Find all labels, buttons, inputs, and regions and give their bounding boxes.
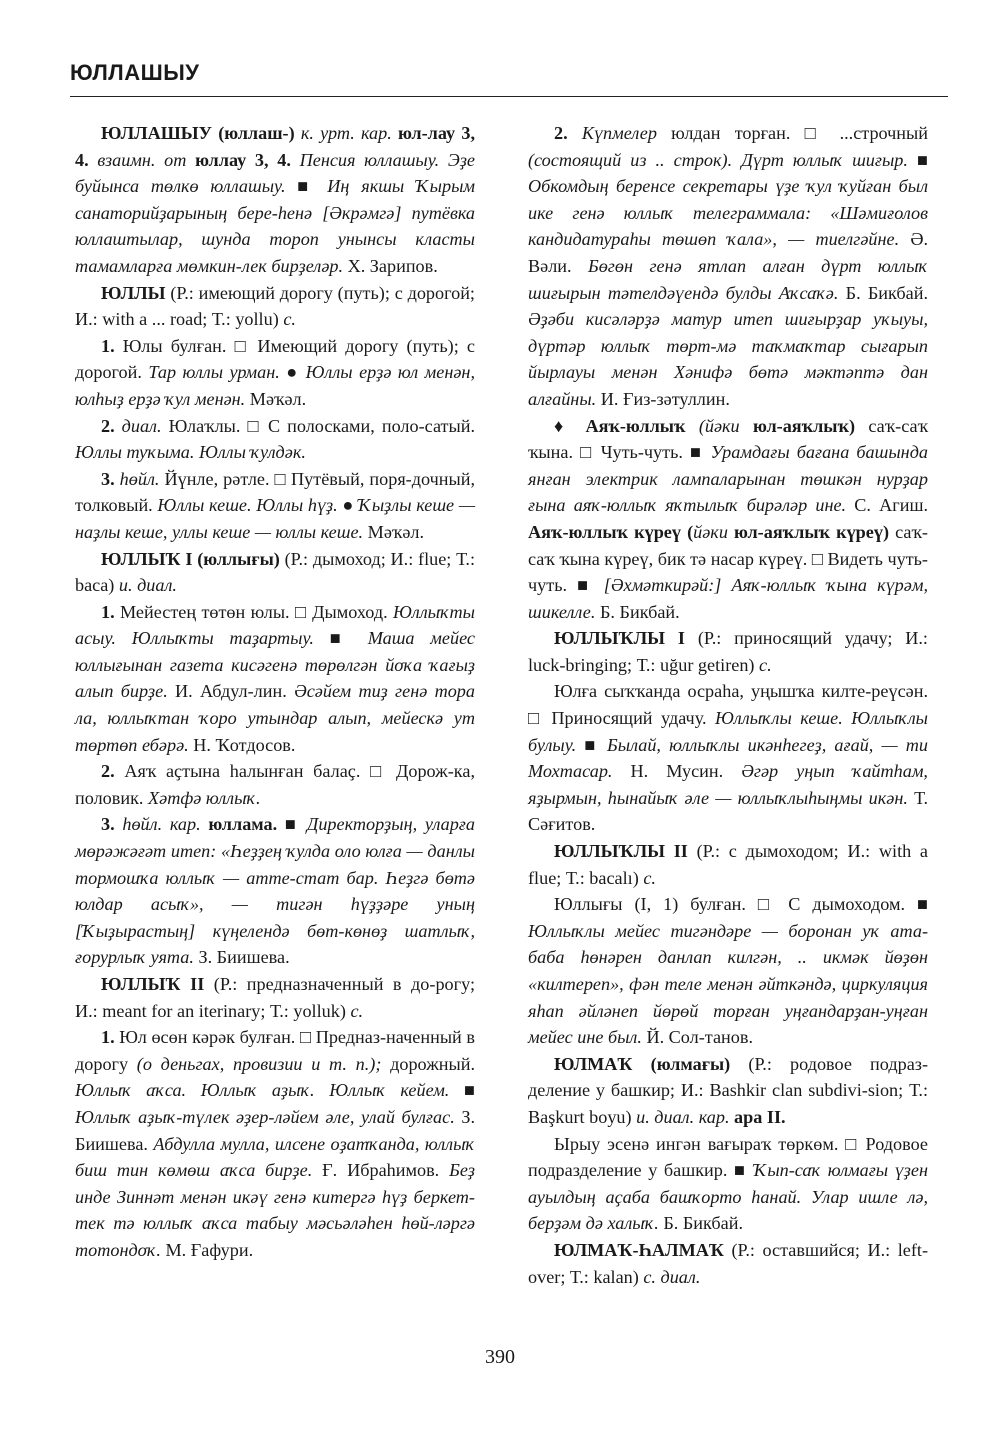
- text-run: Ғ. Ибраһимов.: [312, 1160, 450, 1181]
- italic-text: Иң якшы Ҡырым санаторийҙарының бере-һенә [Әкрәмгә] путёвка юллаштылар, шунда тороп унынсы класты тамамларға мөмкин-лек бирҙеләр.: [75, 176, 475, 276]
- italic-text: һөйл. кар.: [122, 814, 201, 835]
- text-run: Юл өсөн кәрәк булған. □ Предназ-наченный в дорогу: [75, 1027, 475, 1074]
- text-run: ■: [576, 734, 608, 755]
- text-run: дорожный.: [381, 1053, 475, 1074]
- entry-paragraph: [75, 466, 475, 546]
- entry-paragraph: [75, 599, 475, 759]
- italic-text: Юллыҡты асыу. Юллыҡты таҙартыу.: [75, 601, 475, 649]
- text-run: [291, 150, 300, 170]
- text-run: [568, 123, 582, 143]
- headword: ара II.: [734, 1106, 786, 1127]
- headword: юл-аяҡлыҡ): [753, 415, 856, 436]
- text-run: (Р.: оставшийся; И.: left-over; Т.: kalan): [528, 1239, 928, 1287]
- text-run: ■: [313, 628, 368, 649]
- italic-text: йәки: [693, 521, 728, 542]
- italic-text: Юллыҡ аҡса. Юллыҡ аҙыҡ. Юллыҡ кейем.: [75, 1080, 450, 1101]
- italic-text: Беҙ инде Зиннәт менән икәү генә китергә һүҙ беркет-тек тә юллыҡ аҡса табыу мәсьәләһен һөй-ләргә тотондоҡ.: [75, 1160, 476, 1260]
- italic-text: Әгәр уңып ҡайтһам, яҙырмын, һынайыҡ әле — юллыҡлыһыңмы икән.: [528, 761, 928, 808]
- text-run: ■: [277, 814, 307, 835]
- headword: юл-лау 3, 4.: [75, 123, 475, 170]
- text-run: ■: [285, 176, 328, 197]
- entry-paragraph: [75, 758, 475, 811]
- text-run: Мәҡәл.: [363, 521, 425, 542]
- italic-text: Юллыҡлы кеше. Юллыҡлы булыу.: [528, 708, 928, 755]
- text-run: ●: [337, 495, 359, 516]
- headword: ЮЛЛЫҠЛЫ I: [554, 628, 685, 649]
- headword: Аяҡ-юллыҡ күреү (: [528, 521, 694, 542]
- headword: Аяҡ-юллыҡ: [585, 415, 686, 436]
- italic-text: с. диал.: [643, 1266, 701, 1287]
- italic-text: Директорҙың, уларға мөрәжәғәт итеп: «Һеҙҙең ҡулда оло юлға — данлы тормошҡа юллыҡ — атте-стат бар. Һеҙгә бөтә юлдар асыҡ», — тигән һүҙҙәре уның [Ҡыҙырастың] күңелендә бөт-көнөҙ шатлыҡ, ғорурлыҡ уята.: [75, 814, 475, 968]
- text-run: Мәҡәл.: [245, 388, 307, 409]
- entry-paragraph: [528, 625, 928, 678]
- text-run: ●: [279, 362, 306, 383]
- headword: 3.: [101, 814, 115, 835]
- entry-paragraph: [528, 891, 928, 1051]
- text-run: Х. Зарипов.: [343, 255, 438, 276]
- entry-paragraph: [528, 120, 928, 413]
- text-run: ■: [907, 149, 928, 170]
- text-run: Йүнле, рәтле. □ Путёвый, поря-дочный, толковый.: [75, 468, 475, 516]
- italic-text: Былай, юллыҡлы икәнһегеҙ, ағай, — ти Мохтасар.: [528, 734, 928, 782]
- text-run: (Р.: предназначенный в до-рогу; И.: meant for an iterinary; Т.: yolluk): [75, 974, 475, 1021]
- text-run: [740, 416, 753, 436]
- italic-text: с.: [350, 1000, 364, 1021]
- entry-paragraph: [75, 333, 475, 413]
- entry-paragraph: [75, 413, 475, 466]
- headword: ЮЛЛЫҠ II: [101, 974, 205, 994]
- italic-text: диал.: [121, 415, 162, 436]
- headword: юллама.: [208, 814, 278, 835]
- italic-text: Дүрт юллыҡ шиғыр.: [741, 149, 908, 170]
- text-run: Н. Ҡотдосов.: [188, 734, 296, 755]
- header-rule: [70, 96, 948, 97]
- text-run: (Р.: дымоход; И.: flue; Т.: baca): [75, 548, 475, 596]
- text-run: Юллығы (I, 1) булған. □ С дымоходом. ■: [554, 894, 928, 915]
- text-run: Т. Сәғитов.: [528, 787, 928, 835]
- italic-text: и. диал.: [118, 575, 177, 596]
- text-run: Б. Бикбай.: [838, 282, 928, 303]
- text-run: [115, 416, 122, 436]
- entry-paragraph: [528, 413, 928, 626]
- text-run: (Р.: родовое подраз-деление у башкир; И.: Bashkir clan subdivi-sion; Т.: Başkurt boyu): [528, 1053, 929, 1127]
- headword: 2.: [101, 415, 115, 436]
- italic-text: Хәтфә юллыҡ.: [148, 787, 261, 808]
- text-run: [732, 150, 741, 170]
- italic-text: Пенсия юллашыу. Эҙе буйынса төлкө юллашыу.: [75, 149, 476, 197]
- headword: ЮЛЛЫҠЛЫ II: [554, 841, 688, 862]
- italic-text: (состоящий из .. строк).: [528, 149, 733, 170]
- text-run: Н. Мусин.: [612, 761, 742, 782]
- left-column: [75, 120, 475, 1264]
- headword: ЮЛЛАШЫУ (юллаш-): [101, 123, 295, 143]
- text-run: саҡ-саҡ ҡына күреү, бик тә насар күреү. □ Видеть чуть-чуть. ■: [528, 521, 928, 596]
- text-run: Б. Бикбай.: [595, 601, 680, 622]
- text-run: Юлаҡлы. □ С полосками, поло-сатый.: [161, 415, 475, 436]
- italic-text: Әҙәби кисәләрҙә матур итеп шиғырҙар уҡыуы, дүртәр юллыҡ төрт-мә таҡмаҡтар сығарып йырлауы менән Хәнифә бөтә мәктәптә дан алғайны.: [528, 309, 928, 409]
- italic-text: Абдулла мулла, илсене оҙатҡанда, юллыҡ биш тин көмөш аҡса бирҙе.: [75, 1133, 475, 1181]
- italic-text: Күпмелер: [581, 123, 657, 143]
- headword: 1.: [101, 601, 115, 622]
- text-run: И. Ғиз-зәтуллин.: [596, 388, 730, 409]
- text-run: [685, 416, 698, 436]
- text-run: Мейестең төтөн юлы. □ Дымоход.: [114, 601, 393, 622]
- text-run: саҡ-саҡ ҡына. □ Чуть-чуть. ■: [528, 415, 929, 463]
- text-run: [186, 150, 195, 170]
- italic-text: Бөгөн генә ятлап алған дүрт юллыҡ шиғырын тәтелдәүендә булды Аҡсаҡә.: [528, 255, 928, 303]
- text-run: Юлға сыҡҡанда осраһа, уңышҡа килте-реүсән. □ Приносящий удачу.: [528, 681, 928, 729]
- entry-paragraph: [528, 1237, 928, 1290]
- text-run: ■: [449, 1080, 475, 1101]
- headword: 1.: [101, 1027, 115, 1048]
- italic-text: с.: [759, 654, 772, 675]
- italic-text: взаимн. от: [97, 149, 187, 170]
- entry-paragraph: [75, 546, 475, 599]
- headword: 2.: [101, 761, 115, 782]
- right-column: [528, 120, 928, 1290]
- italic-text: Әсәйем тиҙ генә тора ла, юллыҡтан ҡоро утындар алып, мейескә ут төртөп ебәрә.: [75, 681, 475, 755]
- italic-text: Юллыҡ аҙыҡ-түлек әҙер-ләйем әле, улай булғас.: [75, 1106, 455, 1127]
- text-run: И. Абдул-лин.: [167, 681, 295, 702]
- italic-text: с.: [643, 867, 656, 888]
- italic-text: к. урт. кар.: [300, 123, 392, 143]
- text-run: ♦: [554, 415, 586, 436]
- italic-text: и. диал. кар.: [636, 1106, 730, 1127]
- running-head: ЮЛЛАШЫУ: [70, 60, 200, 85]
- text-run: юлдан торған. □ ...строчный: [656, 123, 928, 143]
- italic-text: Ҡыҙлы кеше — наҙлы кеше, уллы кеше — юллы кеше.: [75, 495, 475, 542]
- headword: юл-аяҡлыҡ күреү): [734, 521, 890, 542]
- entry-paragraph: [75, 280, 475, 333]
- headword: 2.: [554, 123, 568, 143]
- text-run: С. Агиш.: [846, 495, 928, 516]
- italic-text: с.: [283, 309, 296, 330]
- text-run: Б. Бикбай.: [658, 1213, 744, 1234]
- page-number: 390: [485, 1346, 515, 1368]
- entry-paragraph: [75, 971, 475, 1024]
- entry-paragraph: [75, 811, 475, 971]
- italic-text: һөйл.: [119, 468, 160, 489]
- text-run: Ә. Вәли.: [528, 229, 928, 276]
- italic-text: Юллыҡлы мейес тигәндәре — боронан уҡ ата-баба һөнәрен данлап килгән, .. икмәк йөҙөн «килтереп», фән теле менән әйткәндә, циркуляция яһап әйләнеп йөрөй торған уңғандарҙан-уңған мейес ине был.: [528, 920, 928, 1048]
- text-run: (Р.: с дымоходом; И.: with a flue; Т.: bacalı): [528, 841, 929, 888]
- headword: 1.: [101, 335, 115, 356]
- headword: 3.: [101, 468, 115, 489]
- text-run: Ырыу эсенә ингән вағыраҡ төркөм. □ Родовое подразделение у башкир. ■: [528, 1133, 928, 1181]
- italic-text: (йәки: [698, 415, 740, 436]
- italic-text: Юллы ерҙә юл менән, юлһыҙ ерҙә ҡул менән.: [75, 362, 475, 409]
- headword: юллау 3, 4.: [195, 149, 291, 170]
- text-run: Й. Сол-танов.: [641, 1027, 754, 1048]
- entry-paragraph: [528, 838, 928, 891]
- entry-paragraph: [528, 678, 928, 838]
- text-run: З. Биишева.: [193, 947, 290, 968]
- italic-text: Тар юллы урман.: [148, 362, 280, 383]
- entry-paragraph: [528, 1051, 928, 1131]
- text-run: (Р.: имеющий дорогу (путь); с дорогой; И.: with a ... road; Т.: yollu): [75, 282, 475, 330]
- text-run: Юлы булған. □ Имеющий дорогу (путь); с дорогой.: [75, 335, 475, 383]
- text-run: Аяҡ аҫтына һалынған балаҫ. □ Дорож-ка, половик.: [75, 761, 475, 808]
- headword: ЮЛМАҠ-ҺАЛМАҠ: [554, 1239, 724, 1260]
- italic-text: (о деньгах, провизии и т. п.);: [136, 1053, 382, 1074]
- italic-text: Ҡып-саҡ юлмағы үҙен ауылдың аҫаба башҡорто һанай. Улар ишле лә, берҙәм дә халыҡ.: [528, 1160, 928, 1234]
- entry-paragraph: [528, 1131, 928, 1237]
- italic-text: Обкомдың беренсе секретары үҙе ҡул ҡуйған был ике генә юллыҡ телеграммала: «Шәмиғолов кандидатураһы төшөп ҡала», — тиелгәйне.: [528, 176, 928, 250]
- italic-text: Урамдағы бағана башында янған электрик лампаларынан төшкән нурҙар ғына аяҡ-юллыҡ яҡтылыҡ бирәләр ине.: [528, 442, 928, 516]
- headword: ЮЛМАҠ (юлмағы): [554, 1053, 731, 1074]
- headword: ЮЛЛЫ: [101, 282, 166, 303]
- italic-text: Юллы туҡыма. Юллы ҡулдәк.: [75, 442, 306, 463]
- entry-paragraph: [75, 120, 475, 280]
- entry-paragraph: [75, 1024, 475, 1263]
- headword: ЮЛЛЫҠ I (юллығы): [101, 548, 280, 569]
- text-run: З. Биишева.: [75, 1106, 475, 1154]
- italic-text: Маша мейес юллығынан газета кисәгенә төрөлгән йоҡа ҡағыҙ алып бирҙе.: [75, 628, 475, 702]
- text-run: М. Ғафури.: [160, 1239, 254, 1260]
- italic-text: [Әхмәткирәй:] Аяҡ-юллыҡ ҡына күрәм, шикелле.: [528, 575, 928, 622]
- italic-text: Юллы кеше. Юллы һүҙ.: [157, 495, 338, 516]
- text-run: (Р.: приносящий удачу; И.: luck-bringing; Т.: uğur getiren): [528, 628, 928, 675]
